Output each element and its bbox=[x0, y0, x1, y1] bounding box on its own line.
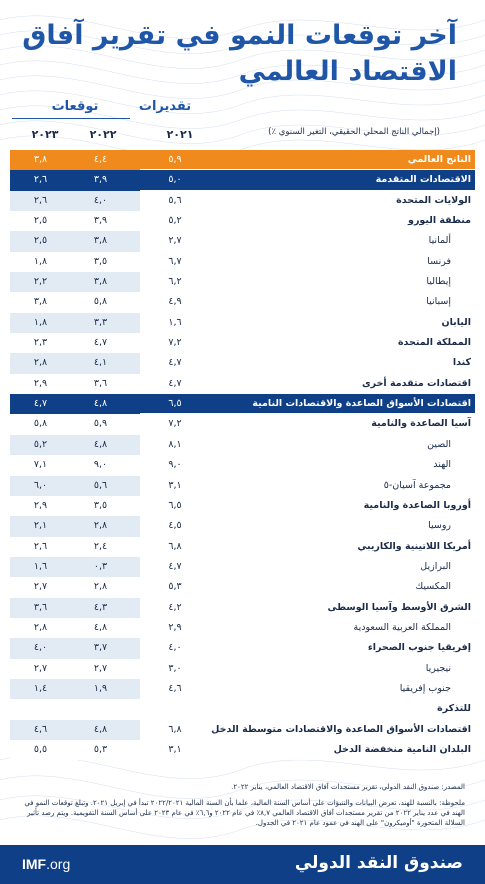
value-2021: ٦,٨ bbox=[168, 540, 182, 552]
table-row bbox=[10, 191, 475, 211]
row-label: الاقتصادات المتقدمة bbox=[375, 174, 471, 186]
table-row bbox=[10, 374, 475, 394]
footnote-note: ملحوظة: بالنسبة للهند، تعرض البيانات والتنبؤات على أساس السنة المالية، علما بأن السنة المالية ٢٠٢٢/٢٠٢١ تبدأ في إبريل ٢٠٢١. وتبلغ توقعات النمو في الهند في عدد يناير ٢٠٢٢ من تقرير مستجدات آفاق الاقتصاد العالمي ٨,٧٪ في عام ٢٠٢٢ و٦,٦٪ في عام ٢٠٢٣ على أساس السنة التقويمية. ويتم رصد تأثير السلالة المتحورة "أوميكرون" على الهند في عمود عام ٢٠٢١ في الجدول. bbox=[24, 799, 465, 827]
table-row bbox=[10, 455, 475, 475]
value-2021: ٨,١ bbox=[168, 438, 182, 450]
value-2022: ٤,٧ bbox=[93, 337, 108, 349]
footnotes bbox=[17, 782, 465, 834]
value-2022: ٤,٨ bbox=[93, 438, 108, 450]
value-2023: ٥,٥ bbox=[33, 743, 48, 755]
value-2021 bbox=[130, 699, 220, 719]
value-2022: ٣,٦ bbox=[93, 377, 108, 389]
value-2023: ٦,٠ bbox=[33, 479, 48, 491]
row-label: إسبانيا bbox=[426, 296, 451, 308]
row-label: البرازيل bbox=[420, 560, 451, 572]
value-2021: ٤,٢ bbox=[168, 601, 182, 613]
value-2021: ٥,٠ bbox=[168, 174, 182, 186]
value-2021: ٦,٥ bbox=[168, 398, 182, 410]
table-row bbox=[10, 557, 475, 577]
value-2022: ٥,٣ bbox=[93, 743, 108, 755]
value-2021: ٤,٥ bbox=[168, 520, 182, 532]
value-2022: ٤,٨ bbox=[93, 398, 108, 410]
value-2023: ٢,١ bbox=[33, 520, 48, 532]
value-2023 bbox=[10, 699, 71, 719]
value-2022: ٣,٨ bbox=[93, 276, 108, 288]
row-label: روسيا bbox=[428, 520, 451, 532]
value-2023: ٤,٧ bbox=[33, 398, 48, 410]
table-row bbox=[10, 252, 475, 272]
value-2022: ٢,٨ bbox=[93, 581, 108, 593]
table-row bbox=[10, 659, 475, 679]
value-2023: ٤,٦ bbox=[33, 723, 48, 735]
value-2022: ٣,٩ bbox=[93, 215, 108, 227]
value-2023: ٢,٢ bbox=[33, 276, 48, 288]
row-label: فرنسا bbox=[427, 255, 451, 267]
value-2022: ٣,٣ bbox=[93, 316, 108, 328]
value-2022: ٣,٥ bbox=[93, 255, 108, 267]
imf-logo-text: IMF bbox=[22, 856, 47, 872]
row-label: الناتج العالمي bbox=[407, 154, 471, 165]
table-row bbox=[10, 313, 475, 333]
table-row bbox=[10, 292, 475, 312]
header-projections: توقعات bbox=[51, 99, 99, 114]
value-2023: ٢,٦ bbox=[33, 194, 48, 206]
value-2022: ٠,٣ bbox=[93, 560, 108, 572]
value-2022: ٣,٨ bbox=[93, 235, 108, 247]
value-2021: ٤,٩ bbox=[168, 296, 182, 308]
value-2021: ٦,٧ bbox=[168, 255, 182, 267]
table-row bbox=[10, 150, 475, 170]
table-row bbox=[10, 231, 475, 251]
table-row bbox=[10, 414, 475, 434]
table-row bbox=[10, 537, 475, 557]
value-2022: ٢,٧ bbox=[93, 662, 108, 674]
value-2021: ٥,٩ bbox=[168, 154, 182, 165]
value-2023: ٣,٨ bbox=[33, 296, 48, 308]
value-2023: ٧,١ bbox=[33, 459, 48, 471]
value-2023: ١,٦ bbox=[33, 560, 48, 572]
row-label: إفريقيا جنوب الصحراء bbox=[367, 642, 471, 654]
value-2023: ٢,٦ bbox=[33, 174, 48, 186]
table-row bbox=[10, 516, 475, 536]
table-row bbox=[10, 170, 475, 190]
value-2023: ٢,٥ bbox=[33, 215, 48, 227]
imf-arabic-brand: صندوق النقد الدولي bbox=[294, 853, 463, 873]
value-2023: ٣,٨ bbox=[33, 154, 48, 165]
row-label: أمريكا اللاتينية والكاريبي bbox=[357, 540, 471, 552]
value-2022: ٥,٩ bbox=[93, 418, 108, 430]
row-label: اقتصادات الأسواق الصاعدة والاقتصادات متوسطة الدخل bbox=[211, 723, 471, 735]
value-2021: ٣,١ bbox=[168, 479, 182, 491]
value-2023: ١,٤ bbox=[33, 682, 48, 694]
row-label: أوروبا الصاعدة والنامية bbox=[363, 499, 471, 511]
value-2022: ٥,٨ bbox=[93, 296, 108, 308]
value-2023: ١,٨ bbox=[33, 316, 48, 328]
value-2021: ٦,٥ bbox=[168, 499, 182, 511]
value-2022: ٣,٥ bbox=[93, 499, 108, 511]
table-row bbox=[10, 353, 475, 373]
imf-domain-suffix: .org bbox=[46, 856, 71, 872]
header-estimates: تقديرات bbox=[138, 99, 192, 114]
value-2021: ٤,٧ bbox=[168, 377, 182, 389]
row-label: الصين bbox=[427, 438, 451, 450]
row-label: نيجيريا bbox=[425, 662, 451, 674]
row-label: جنوب إفريقيا bbox=[399, 682, 451, 694]
value-2021: ٥,٢ bbox=[168, 215, 182, 227]
row-label: البلدان النامية منخفضة الدخل bbox=[333, 743, 471, 755]
table-row bbox=[10, 496, 475, 516]
row-label: اقتصادات متقدمة أخرى bbox=[361, 377, 471, 389]
value-2021: ٤,٦ bbox=[168, 682, 182, 694]
table-row bbox=[10, 272, 475, 292]
table-row bbox=[10, 699, 475, 719]
value-2021: ٤,٧ bbox=[168, 560, 182, 572]
row-label: منطقة اليورو bbox=[408, 215, 471, 227]
table-row bbox=[10, 598, 475, 618]
table-subtitle: (إجمالي الناتج المحلي الحقيقي، التغير السنوي ٪) bbox=[268, 127, 440, 137]
page-title-line2: الاقتصاد العالمي bbox=[238, 56, 457, 87]
value-2022: ٢,٤ bbox=[93, 540, 108, 552]
footnote-source: المصدر: صندوق النقد الدولي، تقرير مستجدات آفاق الاقتصاد العالمي، يناير ٢٠٢٢. bbox=[231, 783, 465, 791]
row-label: ألمانيا bbox=[428, 235, 451, 247]
table-row bbox=[10, 435, 475, 455]
value-2021: ٢,٩ bbox=[168, 621, 182, 633]
value-2021: ٢,٧ bbox=[168, 235, 182, 247]
value-2021: ١,٦ bbox=[168, 316, 182, 328]
row-label: آسيا الصاعدة والنامية bbox=[371, 418, 471, 430]
row-label: اقتصادات الأسواق الصاعدة والاقتصادات النامية bbox=[252, 398, 471, 410]
row-label: إيطاليا bbox=[426, 276, 451, 288]
table-row bbox=[10, 577, 475, 597]
value-2023: ٣,٦ bbox=[33, 601, 48, 613]
value-2022: ٩,٠ bbox=[93, 459, 108, 471]
table-row bbox=[10, 394, 475, 414]
row-label: الهند bbox=[433, 459, 451, 471]
imf-website-link[interactable] bbox=[22, 856, 70, 872]
table-row bbox=[10, 618, 475, 638]
value-2023: ٢,٩ bbox=[33, 499, 48, 511]
value-2021: ٦,٨ bbox=[168, 723, 182, 735]
value-2021: ٣,٠ bbox=[168, 662, 182, 674]
value-2022: ٤,٤ bbox=[93, 154, 108, 165]
page-title bbox=[17, 18, 457, 90]
page-title-line1: آخر توقعات النمو في تقرير آفاق bbox=[22, 20, 457, 51]
value-2021: ٦,٢ bbox=[168, 276, 182, 288]
value-2023: ٢,٣ bbox=[33, 337, 48, 349]
table-row bbox=[10, 740, 475, 760]
footer-bar bbox=[0, 845, 485, 884]
value-2022 bbox=[72, 699, 129, 719]
value-2023: ٢,٨ bbox=[33, 621, 48, 633]
projections-underline bbox=[12, 118, 130, 119]
row-label: المملكة العربية السعودية bbox=[353, 621, 451, 633]
table-row bbox=[10, 679, 475, 699]
row-label: اليابان bbox=[441, 316, 471, 328]
value-2022: ١,٩ bbox=[93, 682, 108, 694]
value-2021: ٤,٧ bbox=[168, 357, 182, 369]
value-2023: ٥,٢ bbox=[33, 438, 48, 450]
value-2022: ٤,٨ bbox=[93, 621, 108, 633]
table-row bbox=[10, 476, 475, 496]
value-2022: ٢,٨ bbox=[93, 520, 108, 532]
value-2023: ٢,٦ bbox=[33, 540, 48, 552]
row-label: للتذكرة bbox=[437, 703, 471, 715]
value-2022: ٥,٦ bbox=[93, 479, 108, 491]
header-year-2021: ٢٠٢١ bbox=[166, 128, 194, 141]
value-2021: ٣,١ bbox=[168, 743, 182, 755]
value-2023: ٢,٧ bbox=[33, 581, 48, 593]
row-label: المكسيك bbox=[415, 581, 451, 593]
value-2021: ٧,٢ bbox=[168, 418, 182, 430]
value-2021: ٥,٦ bbox=[168, 194, 182, 206]
value-2021: ٥,٣ bbox=[168, 581, 182, 593]
value-2022: ٤,٣ bbox=[93, 601, 108, 613]
value-2022: ٤,١ bbox=[93, 357, 108, 369]
table-row bbox=[10, 333, 475, 353]
row-label: الشرق الأوسط وآسيا الوسطى bbox=[327, 601, 471, 613]
growth-projections-table bbox=[10, 150, 475, 760]
value-2023: ٢,٥ bbox=[33, 235, 48, 247]
value-2021: ٤,٠ bbox=[168, 642, 182, 654]
row-label: المملكة المتحدة bbox=[397, 337, 471, 349]
value-2023: ١,٨ bbox=[33, 255, 48, 267]
value-2022: ٤,٠ bbox=[93, 194, 108, 206]
value-2023: ٢,٩ bbox=[33, 377, 48, 389]
header-year-2023: ٢٠٢٣ bbox=[31, 128, 59, 141]
table-row bbox=[10, 720, 475, 740]
value-2023: ٥,٨ bbox=[33, 418, 48, 430]
value-2023: ٢,٧ bbox=[33, 662, 48, 674]
header-year-2022: ٢٠٢٢ bbox=[89, 128, 117, 141]
value-2023: ٢,٨ bbox=[33, 357, 48, 369]
value-2021: ٩,٠ bbox=[168, 459, 182, 471]
table-row bbox=[10, 211, 475, 231]
value-2021: ٧,٢ bbox=[168, 337, 182, 349]
row-label: مجموعة آسيان-٥ bbox=[383, 479, 451, 491]
value-2022: ٣,٧ bbox=[93, 642, 108, 654]
value-2022: ٣,٩ bbox=[93, 174, 108, 186]
value-2022: ٤,٨ bbox=[93, 723, 108, 735]
row-label: كندا bbox=[452, 357, 471, 369]
table-row bbox=[10, 638, 475, 658]
value-2023: ٤,٠ bbox=[33, 642, 48, 654]
row-label: الولايات المتحدة bbox=[396, 194, 471, 206]
